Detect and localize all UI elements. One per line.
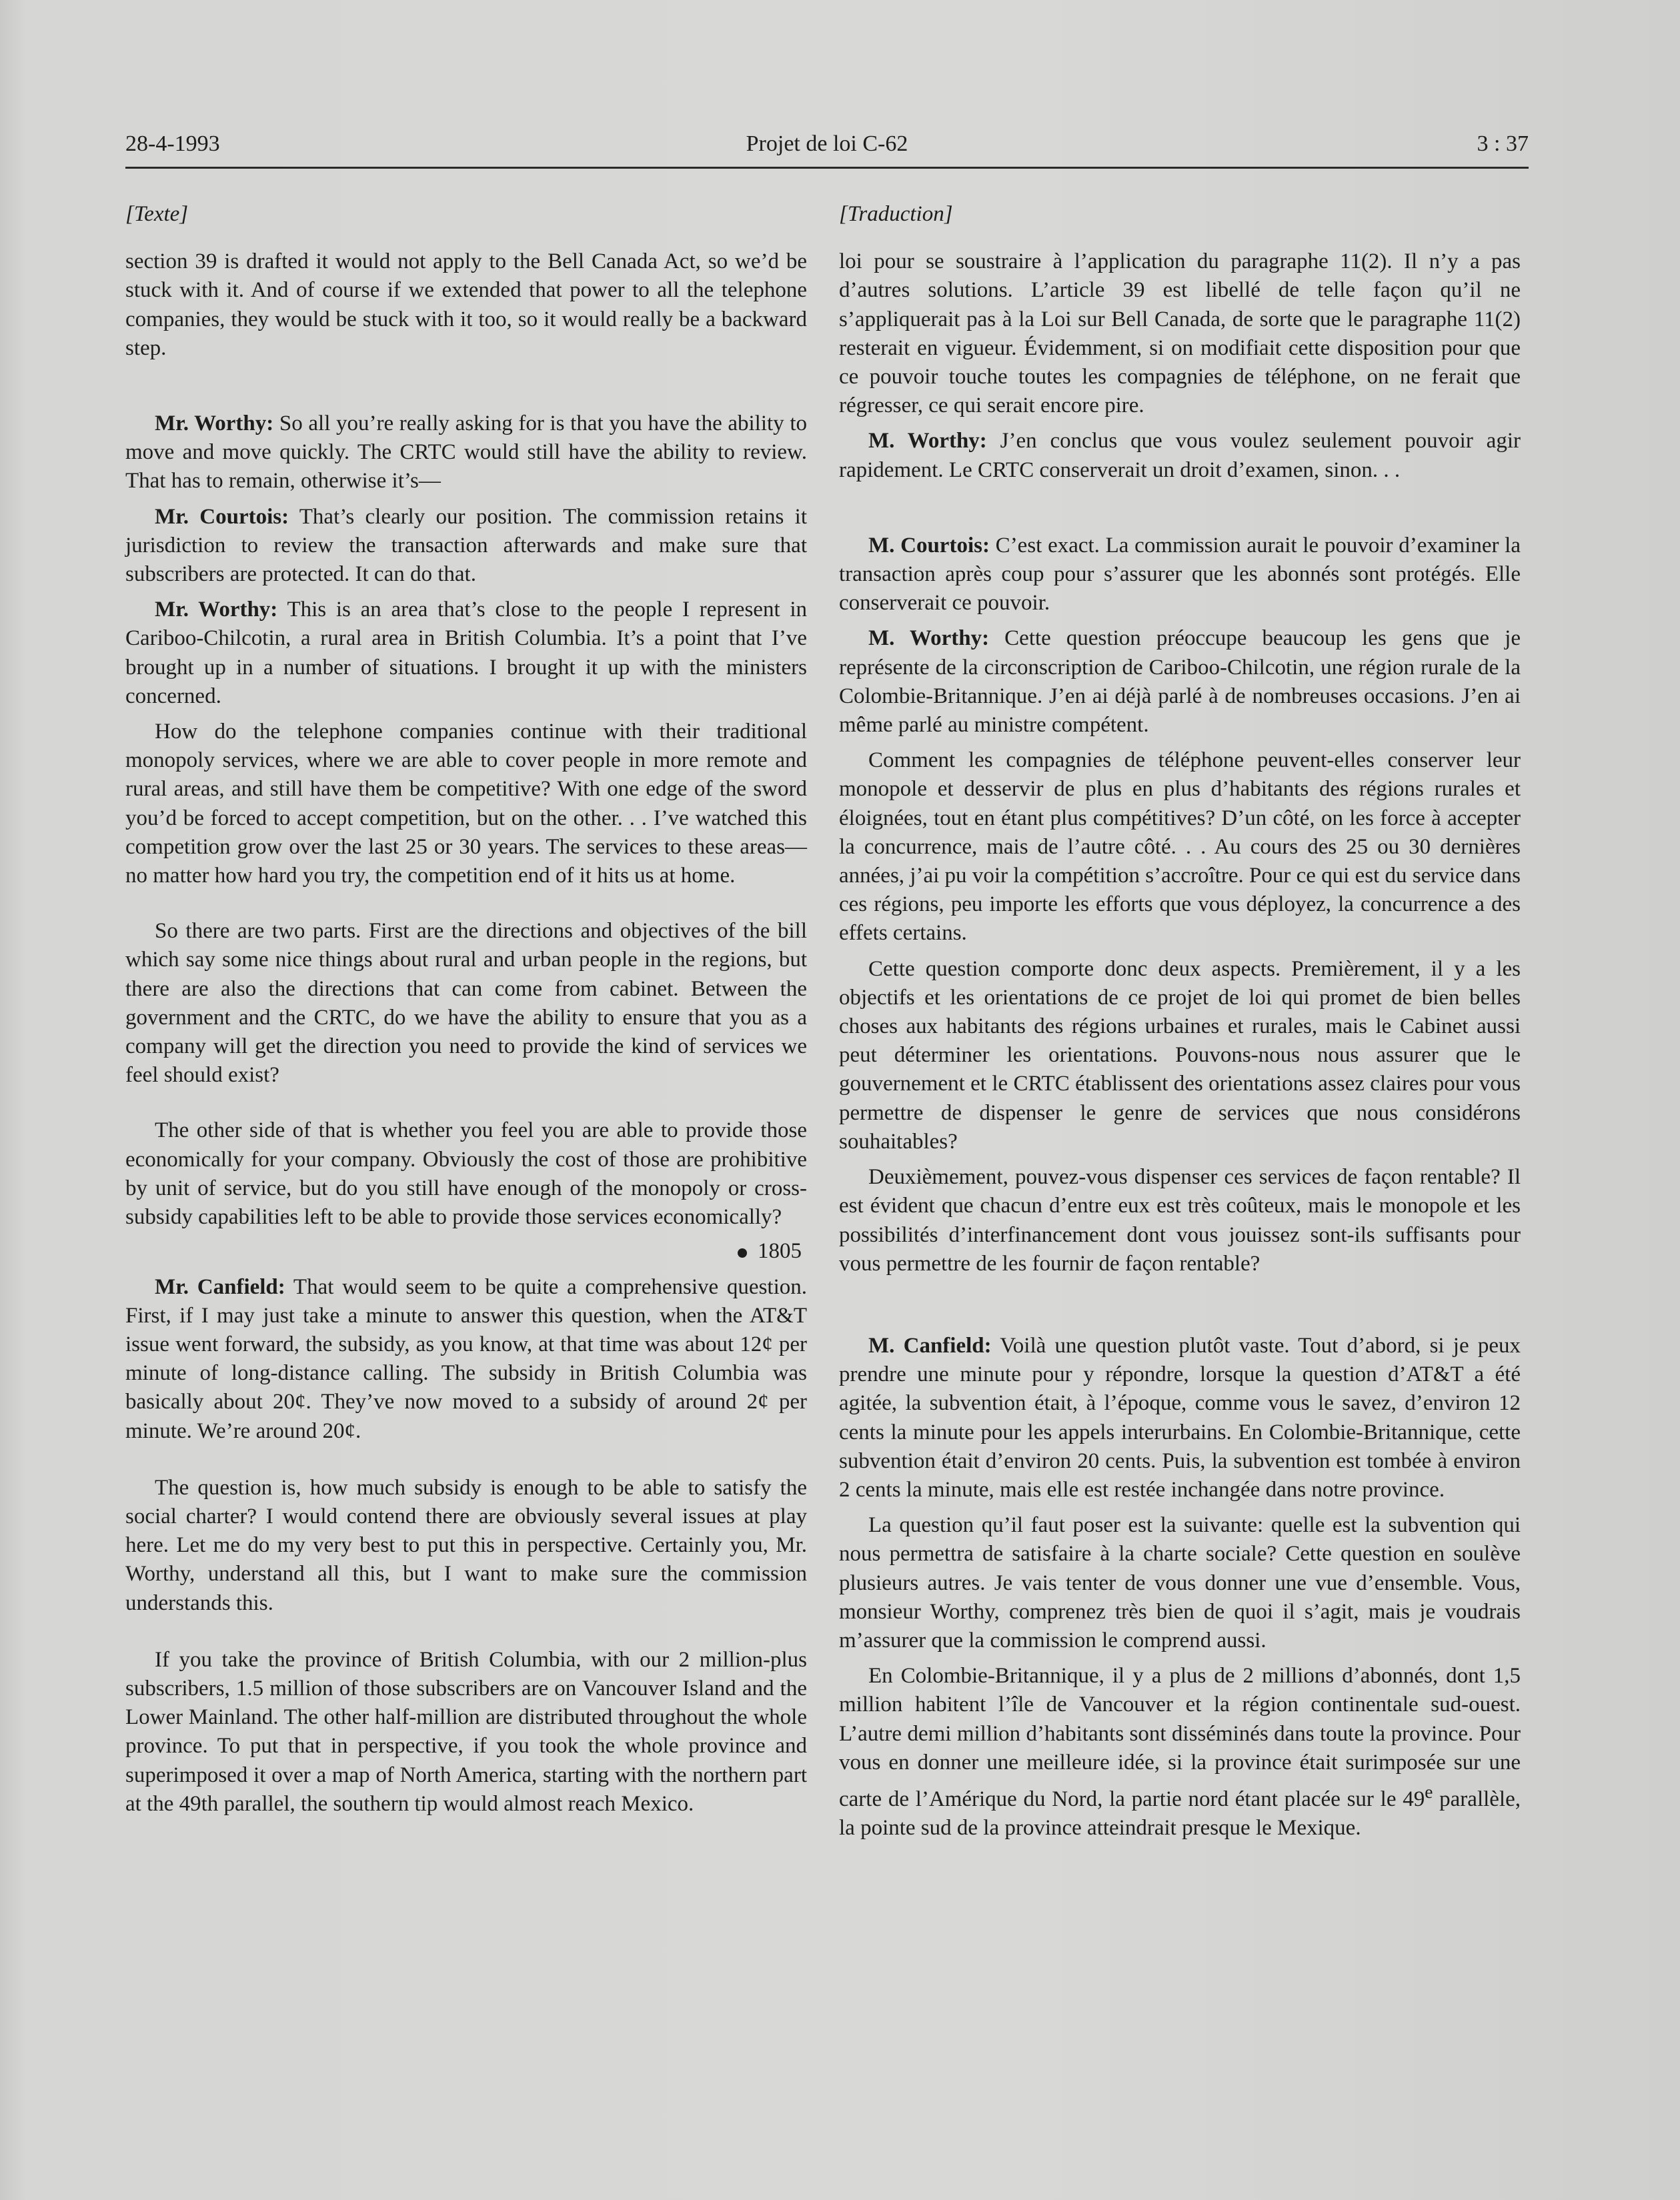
paragraph: En Colombie-Britannique, il y a plus de 2 millions d’abonnés, dont 1,5 million habitent l’île de Vancouver et la région continentale sud-ouest. L’autre demi million d’habitants sont disséminés dans toute la province. Pour vous en donner une meilleure idée, si la province était surimposée sur une carte de l’Amérique du Nord, la partie nord étant placée sur le 49e parallèle, la pointe sud de la province atteindrait presque le Mexique. — [839, 1664, 1521, 1841]
speaker-name: Mr. Worthy: — [155, 411, 274, 436]
paragraph: M. Worthy: J’en conclus que vous voulez seulement pouvoir agir rapidement. Le CRTC conserverait un droit d’examen, sinon. . . — [839, 429, 1521, 482]
speaker-name: M. Courtois: — [868, 533, 990, 558]
paragraph: So there are two parts. First are the directions and objectives of the bill which say some nice things about rural and urban people in the regions, but there are also the directions that can come from cabinet. Between the government and the CRTC, do we have the ability to ensure that you as a company will get the direction you need to provide the kind of services we feel should exist? — [125, 919, 807, 1088]
bullet-dot-icon — [738, 1248, 747, 1258]
page-header — [125, 124, 1529, 164]
speaker-name: Mr. Canfield: — [155, 1274, 285, 1299]
paragraph: Deuxièmement, pouvez-vous dispenser ces services de façon rentable? Il est évident que chacun d’entre eux est très coûteux, mais le monopole et les possibilités d’interfinancement dont vous jouissez sont-ils suffisants pour vous permettre de les fournir de façon rentable? — [839, 1165, 1521, 1276]
paragraph: Cette question comporte donc deux aspects. Premièrement, il y a les objectifs et les orientations de ce projet de loi qui promet de bien belles choses aux habitants des régions urbaines et rurales, mais le Cabinet aussi peut déterminer les orientations. Pouvons-nous nous assurer que le gouvernement et le CRTC établissent des orientations assez claires pour vous permettre de dispenser le genre de services que nous considérons souhaitables? — [839, 956, 1521, 1154]
speaker-name: M. Canfield: — [868, 1333, 992, 1358]
column-label-text: [Traduction] — [839, 202, 953, 226]
paragraph: La question qu’il faut poser est la suivante: quelle est la subvention qui nous permettra de satisfaire à la charte sociale? Cette question en soulève plusieurs autres. Je vais tenter de vous donner une vue d’ensemble. Vous, monsieur Worthy, comprenez très bien de quoi il s’agit, mais je voudrais m’assurer que la commission le comprend aussi. — [839, 1513, 1521, 1653]
paragraph: Comment les compagnies de téléphone peuvent-elles conserver leur monopole et desservir de plus en plus d’habitants des régions rurales et éloignées, tout en étant plus compétitives? D’un côté, on les force à accepter la concurrence, mais de l’autre côté. . . Au cours des 25 ou 30 dernières années, j’ai pu voir la compétition s’accroître. Pour ce qui est du service dans ces régions, peu importe les efforts que vous déployez, la concurrence a des effets certains. — [839, 748, 1521, 946]
header-date: 28-4-1993 — [125, 131, 220, 156]
paragraph: M. Canfield: Voilà une question plutôt vaste. Tout d’abord, si je peux prendre une minute pour y répondre, lorsque la question d’AT&T a été agitée, la subvention était, à l’époque, comme vous le savez, d’environ 12 cents la minute pour les appels interurbains. En Colombie-Britannique, cette subvention était d’environ 20 cents. Puis, la subvention est tombée à environ 2 cents la minute, mais elle est restée inchangée dans notre province. — [839, 1333, 1521, 1502]
paragraph: The question is, how much subsidy is enough to be able to satisfy the social charter? I would contend there are obviously several issues at play here. Let me do my very best to put this in perspective. Certainly you, Mr. Worthy, understand all this, but I want to make sure the commission understands this. — [125, 1475, 807, 1615]
paragraph: loi pour se soustraire à l’application du paragraphe 11(2). Il n’y a pas d’autres solutions. L’article 39 est libellé de telle façon qu’il ne s’appliquerait pas à la Loi sur Bell Canada, de sorte que le paragraphe 11(2) resterait en vigueur. Évidemment, si on modifiait cette disposition pour que ce pouvoir touche toutes les compagnies de téléphone, on ne ferait que régresser, ce qui serait encore pire. — [839, 249, 1521, 418]
paragraph: Mr. Worthy: So all you’re really asking for is that you have the ability to move and move quickly. The CRTC would still have the ability to review. That has to remain, otherwise it’s— — [125, 411, 808, 493]
speaker-name: M. Worthy: — [868, 626, 990, 651]
paragraph: Mr. Canfield: That would seem to be quite a comprehensive question. First, if I may just take a minute to answer this question, when the AT&T issue went forward, the subsidy, as you know, at that time was about 12¢ per minute of long-distance calling. The subsidy in British Columbia was basically about 20¢. They’ve now moved to a subsidy of around 2¢ per minute. We’re around 20¢. — [125, 1274, 808, 1443]
paragraph: The other side of that is whether you feel you are able to provide those economically for your company. Obviously the cost of those are prohibitive by unit of service, but do you still have enough of the monopoly or cross-subsidy capabilities left to be able to provide those services economically? — [125, 1118, 807, 1230]
english-column — [125, 200, 807, 1819]
column-label-text: [Texte] — [125, 202, 189, 226]
paragraph: How do the telephone companies continue with their traditional monopoly services, where we are able to cover people in more remote and rural areas, and still have them be competitive? With one edge of the sword you’d be forced to accept competition, but on the other. . . I’ve watched this competition grow over the last 25 or 30 years. The services to these areas—no matter how hard you try, the competition end of it hits us at home. — [125, 720, 807, 888]
paragraph: M. Worthy: Cette question préoccupe beaucoup les gens que je représente de la circonscription de Cariboo-Chilcotin, une région rurale de la Colombie-Britannique. J’en ai déjà parlé à de nombreuses occasions. J’en ai même parlé au ministre compétent. — [839, 626, 1521, 738]
paragraph: Mr. Courtois: That’s clearly our position. The commission retains it jurisdiction to review the transaction afterwards and make sure that subscribers are protected. It can do that. — [125, 504, 807, 587]
speaker-name: M. Worthy: — [868, 429, 987, 453]
header-rule — [125, 167, 1529, 169]
french-column — [839, 200, 1521, 1843]
paragraph: section 39 is drafted it would not apply to the Bell Canada Act, so we’d be stuck with it. And of course if we extended that power to all the telephone companies, they would be stuck with it too, so it would really be a backward step. — [125, 249, 807, 360]
paragraph: Mr. Worthy: This is an area that’s close to the people I represent in Cariboo-Chilcotin, a rural area in British Columbia. It’s a point that I’ve brought up in a number of situations. I brought it up with the ministers concerned. — [125, 598, 808, 708]
speaker-name: Mr. Worthy: — [155, 598, 278, 622]
time-marker: 1805 — [125, 1237, 807, 1266]
paragraph: If you take the province of British Columbia, with our 2 million-plus subscribers, 1.5 million of those subscribers are on Vancouver Island and the Lower Mainland. The other half-million are distributed throughout the whole province. To put that in perspective, if you took the whole province and superimposed it over a map of North America, starting with the northern part at the 49th parallel, the southern tip would almost reach Mexico. — [125, 1647, 807, 1816]
paragraph: M. Courtois: C’est exact. La commission aurait le pouvoir d’examiner la transaction après coup pour s’assurer que les abonnés sont protégés. Elle conserverait ce pouvoir. — [839, 533, 1521, 616]
speaker-name: Mr. Courtois: — [155, 504, 289, 529]
header-page-number: 3 : 37 — [1477, 131, 1529, 156]
header-title: Projet de loi C-62 — [746, 131, 908, 156]
